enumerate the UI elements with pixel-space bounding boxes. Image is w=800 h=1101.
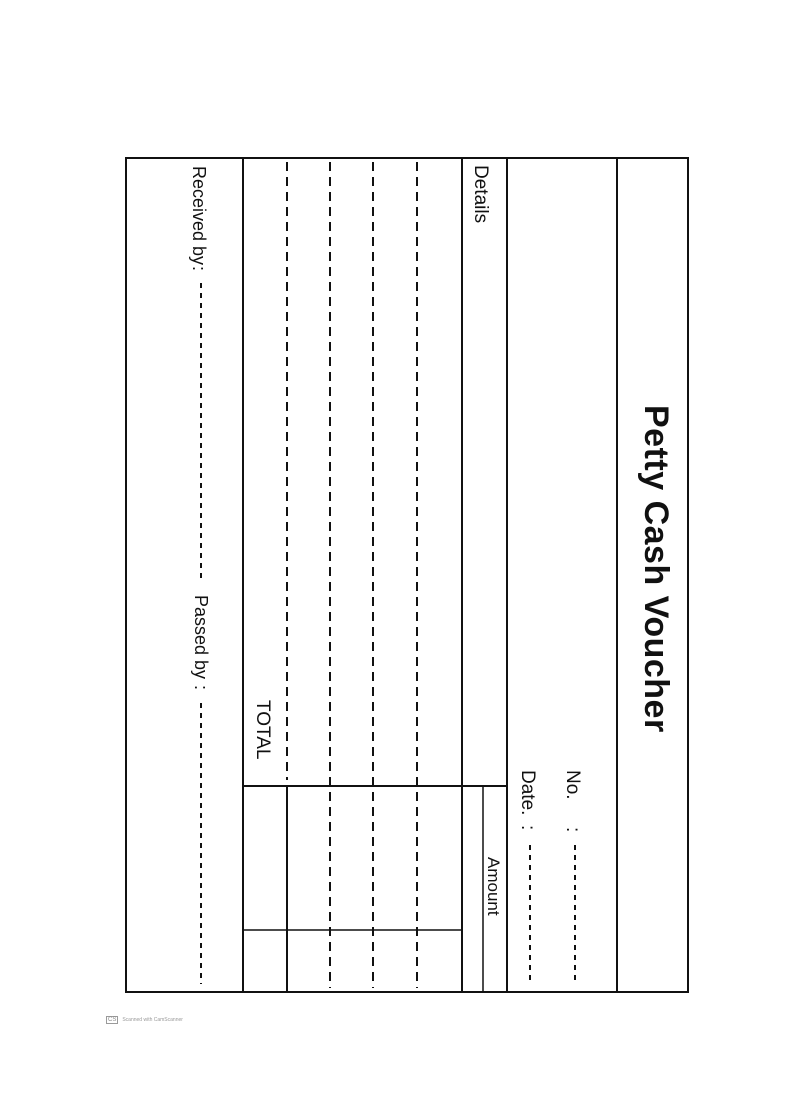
no-separator: : bbox=[562, 827, 583, 833]
received-by-label: Received by bbox=[189, 166, 209, 266]
scanner-badge: CS bbox=[108, 1017, 117, 1023]
passed-by-label: Passed by bbox=[191, 595, 211, 680]
voucher-title: Petty Cash Voucher bbox=[637, 405, 675, 733]
scanner-text: Scanned with CamScanner bbox=[122, 1017, 183, 1023]
date-separator: : bbox=[517, 825, 538, 831]
scanner-watermark bbox=[106, 1016, 183, 1024]
received-by-separator: : bbox=[189, 266, 209, 272]
no-label: No. bbox=[562, 770, 583, 800]
total-label: TOTAL bbox=[252, 700, 273, 760]
details-header: Details bbox=[470, 165, 491, 224]
date-label: Date. bbox=[517, 770, 538, 816]
amount-header: Amount bbox=[484, 857, 503, 916]
passed-by-separator: : bbox=[191, 685, 211, 691]
voucher-border bbox=[126, 158, 688, 992]
